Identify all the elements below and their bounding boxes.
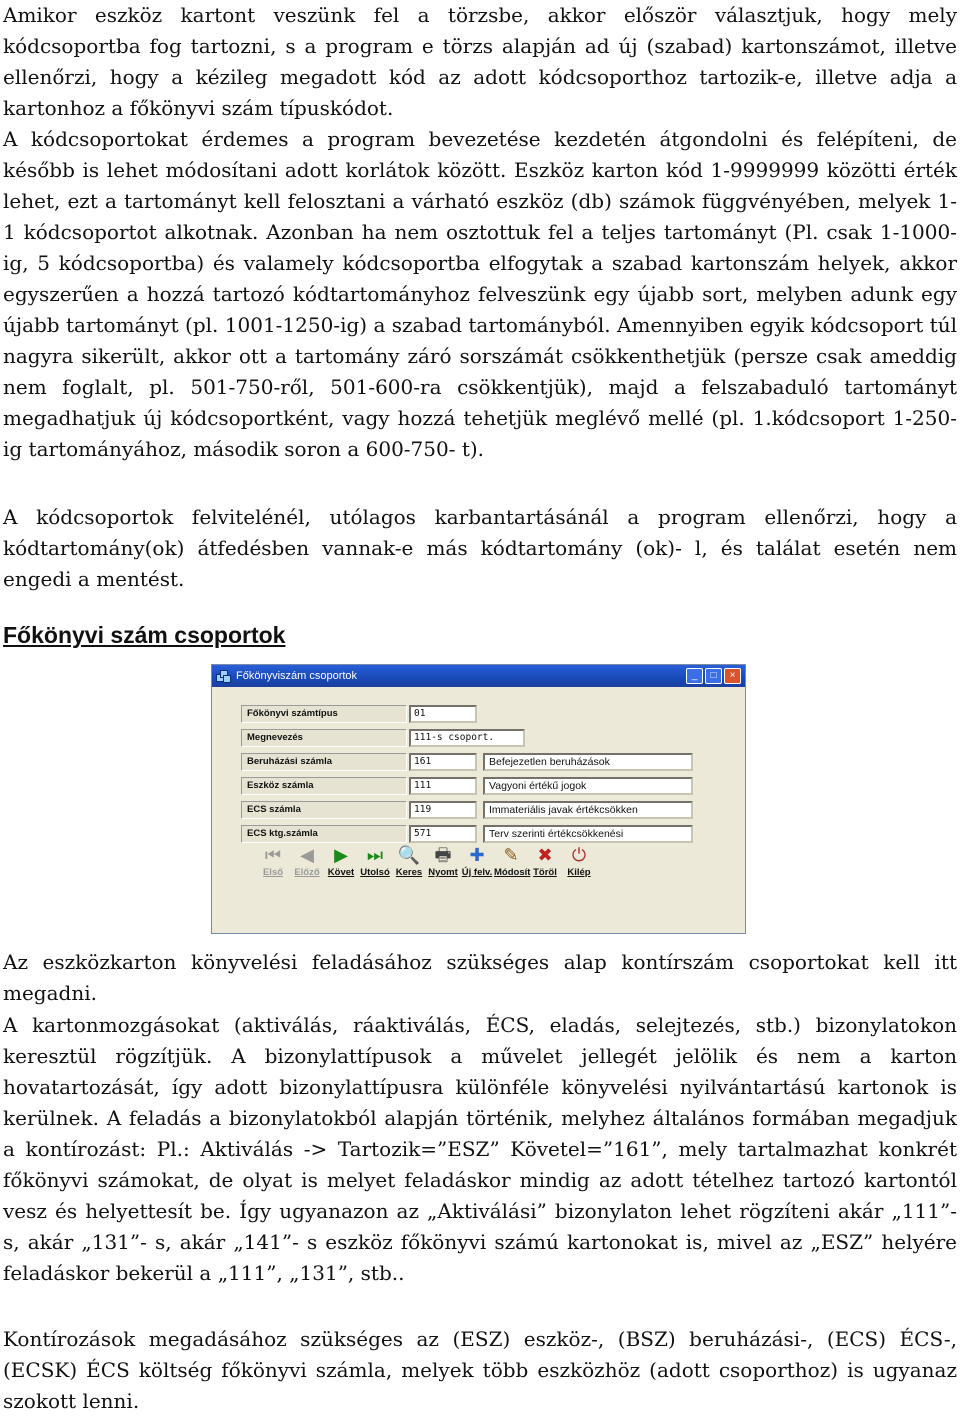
window-titlebar[interactable]: [212, 665, 745, 687]
paragraph-6: Kontírozások megadásához szükséges az (ESZ) eszköz-, (BSZ) beruházási-, (ECS) ÉCS-, (ECSK) ÉCS költség főkönyvi számla, melyek több eszközhöz (adott csoporthoz) is ugyanaz szokott lenni.: [3, 1327, 957, 1413]
investment-code-input[interactable]: 161: [409, 753, 477, 771]
exit-button[interactable]: ⏻ Kilép: [562, 843, 596, 878]
maximize-button[interactable]: □: [705, 668, 722, 684]
field-label: ECS ktg.számla: [241, 825, 407, 843]
close-button[interactable]: ×: [724, 668, 741, 684]
name-input[interactable]: 111-s csoport.: [409, 729, 525, 747]
field-label: Főkönyvi számtípus: [241, 705, 407, 723]
field-label: ECS számla: [241, 801, 407, 819]
new-icon: ✚: [469, 845, 485, 865]
ecs-desc: Immateriális javak értékcsökken: [483, 801, 693, 819]
paragraph-5: A kartonmozgásokat (aktiválás, ráaktiválás, ÉCS, eladás, selejtezés, stb.) bizonylatokon keresztül rögzítjük. A bizonylattípusok a művelet jellegét jelölik és nem a karton hovatartozását, így adott bizonylattípusra különféle könyvelési nyilvántartású kartonok is kerülnek. A feladás a bizonylatokból alapján történik, melyhez általános formában megadjuk a kontírozást: Pl.: Aktiválás -> Tartozik=”ESZ” Követel=”161”, mely tartalmazhat konkrét főkönyvi számokat, de olyat is melyet feladáskor mindig az adott tételhez tartozó kartontól vesz és helyettesít be. Így ugyanazon az „Aktiválási” bizonylaton lehet rögzíteni akár „111”- s, akár „131”- s, akár „141”- s eszköz főkönyvi számú kartonokat is, mivel az „ESZ” helyére feladáskor bekerül a „111”, „131”, stb..: [3, 1013, 957, 1285]
new-button[interactable]: ✚ Új felv.: [461, 845, 493, 878]
exit-icon: ⏻: [571, 845, 587, 865]
nav-toolbar: [256, 843, 596, 878]
field-label: Megnevezés: [241, 729, 407, 747]
first-icon: ⏮: [264, 845, 282, 865]
window-title: Főkönyviszám csoportok: [236, 670, 358, 682]
section-heading: Főkönyvi szám csoportok: [3, 622, 286, 648]
prev-icon: ◀: [300, 845, 314, 865]
field-label: Beruházási számla: [241, 753, 407, 771]
asset-desc: Vagyoni értékű jogok: [483, 777, 693, 795]
app-icon: [216, 670, 230, 682]
paragraph-4: Az eszközkarton könyvelési feladásához szükséges alap kontírszám csoportokat kell itt megadni.: [3, 950, 957, 1005]
print-button[interactable]: 🖶 Nyomt: [426, 843, 460, 878]
first-button[interactable]: ⏮ Első: [256, 843, 290, 878]
investment-desc: Befejezetlen beruházások: [483, 753, 693, 771]
edit-button[interactable]: ✎ Módosít: [494, 845, 531, 878]
minimize-button[interactable]: _: [686, 668, 703, 684]
paragraph-2: A kódcsoportokat érdemes a program bevezetése kezdetén átgondolni és felépíteni, de később is lehet módosítani adott korlátok között. Eszköz karton kód 1-9999999 közötti érték lehet, ezt a tartományt kell felosztani a várható eszköz (db) számok függvényében, melyek 1-1 kódcsoportot alkotnak. Azonban ha nem osztottuk fel a teljes tartományt (Pl. csak 1-1000-ig, 5 kódcsoportba) és valamely kódcsoportba elfogytak a szabad kartonszám helyek, akkor egyszerűen a hozzá tartozó kódtartományhoz felveszünk egy újabb sort, melyben adunk egy újabb tartományt (pl. 1001-1250-ig) a szabad tartományból. Amennyiben egyik kódcsoport túl nagyra sikerült, akkor ott a tartomány záró sorszámát csökkenthetjük (persze csak ameddig nem foglalt, pl. 501-750-ről, 501-600-ra csökkentjük), majd a felszabaduló tartományt megadhatjuk új kódcsoportként, vagy hozzá tehetjük meglévő mellé (pl. 1.kódcsoport 1-250-ig tartományához, második soron a 600-750- t).: [3, 127, 957, 461]
paragraph-1: Amikor eszköz kartont veszünk fel a törzsbe, akkor először választjuk, hogy mely kódcsoportba fog tartozni, s a program e törzs alapján ad új (szabad) kartonszámot, illetve ellenőrzi, hogy a kézileg megadott kód az adott kódcsoporthoz tartozik-e, illetve adja a kartonhoz a főkönyvi szám típuskódot.: [3, 3, 957, 120]
search-button[interactable]: 🔍 Keres: [392, 843, 426, 878]
type-code-input[interactable]: 01: [409, 705, 477, 723]
printer-icon: 🖶: [434, 845, 452, 865]
delete-button[interactable]: ✖ Töröl: [528, 843, 562, 878]
ecs-code-input[interactable]: 119: [409, 801, 477, 819]
app-window: [211, 664, 746, 934]
ecs-cost-code-input[interactable]: 571: [409, 825, 477, 843]
asset-code-input[interactable]: 111: [409, 777, 477, 795]
prev-button[interactable]: ◀ Előző: [290, 843, 324, 878]
ecs-cost-desc: Terv szerinti értékcsökkenési: [483, 825, 693, 843]
delete-icon: ✖: [537, 845, 553, 865]
field-label: Eszköz számla: [241, 777, 407, 795]
edit-icon: ✎: [503, 845, 519, 865]
next-button[interactable]: ▶ Követ: [324, 843, 358, 878]
last-button[interactable]: ⏭ Utolsó: [358, 843, 392, 878]
search-icon: 🔍: [397, 845, 421, 865]
next-icon: ▶: [334, 845, 348, 865]
paragraph-3: A kódcsoportok felvitelénél, utólagos karbantartásánál a program ellenőrzi, hogy a kódtartomány(ok) átfedésben vannak-e más kódtartomány (ok)- l, és találat esetén nem engedi a mentést.: [3, 505, 957, 591]
last-icon: ⏭: [366, 845, 384, 865]
